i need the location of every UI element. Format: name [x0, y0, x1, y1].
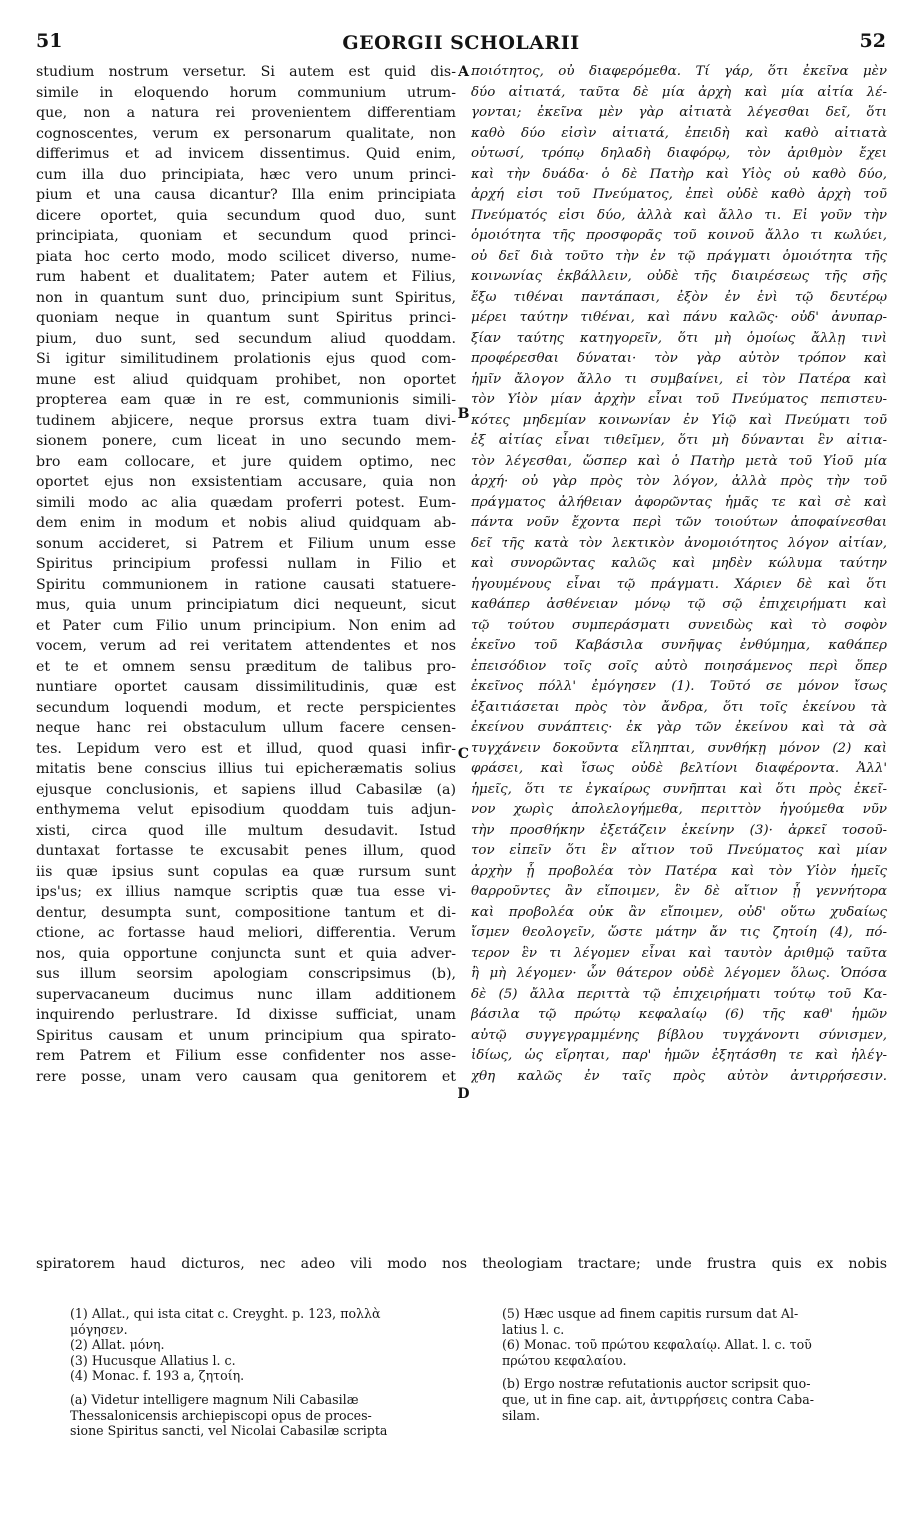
latin-text-line: Spiritus principium professi nullam in Filio et: [36, 556, 456, 572]
latin-text-line: dicere oportet, quia secundum quod duo, sunt: [36, 207, 456, 224]
latin-text-line: oportet ejus non exsistentiam accusare, quia non: [36, 474, 456, 490]
latin-text-line: rere posse, unam vero causam qua genitorem et: [36, 1068, 456, 1085]
latin-text-line: rum habent et dualitatem; Pater autem et Filius,: [36, 269, 456, 285]
greek-text-line: τὸν Υἱὸν μίαν ἀρχὴν εἶναι τοῦ Πνεύματος πεπιστευ-: [471, 392, 887, 407]
footnote-line: silam.: [502, 1407, 540, 1423]
greek-text-line: καὶ τὴν δυάδα· ὁ δὲ Πατὴρ καὶ Υἱὸς οὐ καθὸ δύο,: [471, 166, 887, 182]
latin-text-line: ips'us; ex illius namque scriptis quæ tua esse vi-: [36, 884, 456, 900]
greek-text-line: πάντα νοῦν ἔχοντα περὶ τῶν τοιούτων ἀποφαίνεσθαι: [471, 515, 887, 530]
latin-text-line: vocem, verum ad rei veritatem attendentes et nos: [36, 638, 456, 654]
footnotes-right: [502, 1306, 892, 1423]
latin-text-line: nos, quia opportune conjuncta sunt et quia adver-: [36, 945, 456, 962]
right-page-number: 52: [859, 30, 886, 52]
latin-text-line: Spiritu communionem in ratione causati statuere-: [36, 576, 456, 593]
greek-text-line: τὸν λέγεσθαι, ὥσπερ καὶ ὁ Πατὴρ μετὰ τοῦ Υἱοῦ μία: [471, 453, 887, 469]
latin-column: [36, 62, 456, 1087]
running-header: [36, 30, 886, 60]
section-marker-d: D: [457, 1086, 470, 1102]
greek-text-line: χθη καλῶς ἐν ταῖς πρὸς αὐτὸν ἀντιρρήσεσιν.: [471, 1068, 887, 1084]
greek-text-line: μέρει ταύτην τιθέναι, καὶ πάνυ καλῶς· οὐδ' ἀνυπαρ-: [471, 310, 887, 325]
latin-text-line: enthymema velut episodium quoddam tuis adjun-: [36, 802, 456, 818]
latin-text-line: mitatis bene conscius illius tui epicheræmatis solius: [36, 761, 456, 777]
footnote-line: Thessalonicensis archiepiscopi opus de proces-: [70, 1407, 372, 1423]
greek-text-line: ἀρχή εἰσι τοῦ Πνεύματος, ἐπεὶ οὐδὲ καθὸ ἀρχὴ τοῦ: [471, 187, 887, 202]
greek-text-line: δεῖ τῆς κατὰ τὸν λεκτικὸν ἀνομοιότητος λόγον αἰτίαν,: [471, 535, 887, 551]
greek-text-line: θαρροῦντες ἂν εἴποιμεν, ἓν δὲ αἴτιον ᾗ γεννήτορα: [471, 884, 887, 899]
latin-text-line: studium nostrum versetur. Si autem est quid dis-: [36, 64, 456, 80]
section-marker-b: B: [457, 406, 470, 422]
greek-text-line: ἡμεῖς, ὅτι τε ἐγκαίρως συνῆπται καὶ ὅτι πρὸς ἐκεῖ-: [471, 781, 887, 797]
greek-text-line: ποιότητος, οὐ διαφερόμεθα. Τί γάρ, ὅτι ἐκεῖνα μὲν: [471, 64, 887, 79]
running-title: GEORGII SCHOLARII: [342, 32, 580, 54]
greek-text-line: ἐκείνου συνάπτεις· ἐκ γὰρ τῶν ἐκείνου καὶ τὰ σὰ: [471, 720, 887, 735]
latin-text-line: quoniam neque in quantum sunt Spiritus princi-: [36, 310, 456, 326]
latin-text-line: ctione, ac fortasse haud meliori, differentia. Verum: [36, 925, 456, 941]
greek-text-line: ἐκεῖνο τοῦ Καβάσιλα συνῆψας ἐνθύμημα, καθάπερ: [471, 638, 887, 653]
latin-text-line: sus illum seorsim apologiam conscripsimus (b),: [36, 966, 456, 982]
greek-text-line: ἐξαιτιάσεται πρὸς τὸν ἄνδρα, ὅτι τοῖς ἐκείνου τὰ: [471, 699, 887, 715]
greek-text-line: τον εἰπεῖν ὅτι ἓν αἴτιον τοῦ Πνεύματος καὶ μίαν: [471, 843, 887, 858]
greek-text-line: Πνεύματός εἰσι δύο, ἀλλὰ καὶ ἄλλο τι. Εἰ γοῦν τὴν: [471, 207, 887, 223]
note-spacer: [502, 1368, 892, 1376]
greek-text-line: ἴσμεν θεολογεῖν, ὥστε μάτην ἄν τις ζητοίη (4), πό-: [471, 925, 887, 940]
footnote-line: μόγησεν.: [70, 1321, 128, 1337]
latin-text-line: dentur, desumpta sunt, compositione tantum et di-: [36, 904, 456, 921]
footnote-line: (b) Ergo nostræ refutationis auctor scripsit quo-: [502, 1376, 811, 1392]
latin-text-line: bro eam collocare, et jure quidem optimo, nec: [36, 453, 456, 470]
footnote-line: (a) Videtur intelligere magnum Nili Cabasilæ: [70, 1391, 359, 1407]
greek-text-line: καθὸ δύο εἰσὶν αἰτιατά, ἐπειδὴ καὶ καθὸ αἰτιατὰ: [471, 125, 887, 141]
latin-text-line: ejusque conclusionis, et sapiens illud Cabasilæ (a): [36, 781, 456, 798]
left-page-number: 51: [36, 30, 63, 52]
greek-text-line: βάσιλα τῷ πρώτῳ κεφαλαίῳ (6) τῆς καθ' ἡμῶν: [471, 1007, 887, 1022]
footnotes-left: [70, 1306, 460, 1439]
footnote-line: (3) Hucusque Allatius l. c.: [70, 1352, 236, 1368]
latin-text-line: dem enim in modum et nobis aliud quidquam ab-: [36, 515, 456, 531]
latin-text-line: iis quæ ipsius sunt copulas ea quæ rursum sunt: [36, 863, 456, 880]
latin-text-line: duntaxat fortasse te excusabit penes illum, quod: [36, 843, 456, 859]
latin-text-line: sonum accideret, si Patrem et Filium unum esse: [36, 535, 456, 552]
greek-text-line: ὁμοιότητα τῆς προσφορᾶς τοῦ κοινοῦ ἄλλο τι κωλύει,: [471, 228, 887, 243]
footnote-line: (2) Allat. μόνη.: [70, 1337, 165, 1353]
full-width-closing-line: spiratorem haud dicturos, nec adeo vili modo nos theologiam tractare; unde frustra quis ex nobis: [36, 1256, 887, 1272]
greek-text-line: ἢ μὴ λέγομεν· ὧν θάτερον οὐδὲ λέγομεν ὅλως. Ὁπόσα: [471, 966, 887, 981]
latin-text-line: pium et una causa dicantur? Illa enim principiata: [36, 187, 456, 203]
latin-text-line: non in quantum sunt duo, principium sunt Spiritus,: [36, 289, 456, 306]
footnote-line: (6) Monac. τοῦ πρώτου κεφαλαίῳ. Allat. l. c. τοῦ: [502, 1337, 812, 1353]
greek-text-line: ἀρχή· οὐ γὰρ πρὸς τὸν λόγον, ἀλλὰ πρὸς τὴν τοῦ: [471, 474, 887, 489]
latin-text-line: tudinem abjicere, neque prorsus extra tuam divi-: [36, 412, 456, 429]
latin-text-line: secundum loquendi modum, et recte perspicientes: [36, 699, 456, 716]
latin-text-line: cognoscentes, verum ex personarum qualitate, non: [36, 125, 456, 142]
greek-text-line: ἡμῖν ἄλογον ἄλλο τι συμβαίνει, εἰ τὸν Πατέρα καὶ: [471, 371, 887, 387]
footnote-line: (4) Monac. f. 193 a, ζητοίη.: [70, 1368, 245, 1384]
greek-text-line: πράγματος ἀλήθειαν ἀφορῶντας ἡμᾶς τε καὶ σὲ καὶ: [471, 494, 887, 510]
greek-text-line: τερον ἓν τι λέγομεν εἶναι καὶ ταυτὸν ἀριθμῷ ταῦτα: [471, 945, 887, 961]
latin-text-line: et Pater cum Filio unum principium. Non enim ad: [36, 617, 456, 634]
greek-text-line: δὲ (5) ἄλλα περιττὰ τῷ ἐπιχειρήματι τούτῳ τοῦ Κα-: [471, 986, 887, 1002]
greek-text-line: τυγχάνειν δοκοῦντα εἴληπται, συνθήκῃ μόνον (2) καὶ: [471, 740, 887, 756]
greek-text-line: τῷ τούτου συμπεράσματι συνειδὼς καὶ τὸ σοφὸν: [471, 617, 887, 633]
footnote-line: (1) Allat., qui ista citat c. Creyght. p. 123, πολλὰ: [70, 1306, 381, 1321]
greek-text-line: ἰδίως, ὡς εἴρηται, παρ' ἡμῶν ἐξητάσθη τε καὶ ἠλέγ-: [471, 1048, 887, 1063]
greek-text-line: καθάπερ ἀσθένειαν μόνῳ τῷ σῷ ἐπιχειρήματι καὶ: [471, 597, 887, 612]
latin-text-line: mune est aliud quidquam prohibet, non oportet: [36, 371, 456, 388]
greek-text-line: γονται; ἐκεῖνα μὲν γὰρ αἰτιατὰ λέγεσθαι δεῖ, ὅτι: [471, 105, 887, 120]
greek-text-line: δύο αἰτιατά, ταῦτα δὲ μία ἀρχὴ καὶ μία αἰτία λέ-: [471, 84, 887, 100]
greek-text-line: τὴν προσθήκην ἐξετάζειν ἐκείνην (3)· ἀρκεῖ τοσοῦ-: [471, 822, 887, 838]
latin-text-line: sionem ponere, cum liceat in uno secundo mem-: [36, 433, 456, 449]
footnote-line: sione Spiritus sancti, vel Nicolai Cabasilæ scripta: [70, 1423, 388, 1439]
greek-text-line: προφέρεσθαι δύναται· τὸν γὰρ αὐτὸν τρόπον καὶ: [471, 351, 887, 366]
latin-text-line: et te et omnem sensu præditum de talibus pro-: [36, 658, 456, 675]
greek-text-line: ξίαν ταύτης κατηγορεῖν, ὅτι μὴ ὁμοίως ἄλλῃ τινὶ: [471, 330, 887, 346]
latin-text-line: cum illa duo principiata, hæc vero unum princi-: [36, 166, 456, 183]
latin-text-line: nuntiare oportet causam dissimilitudinis, quæ est: [36, 679, 456, 695]
footnote-line: que, ut in fine cap. ait, ἀντιρρήσεις contra Caba-: [502, 1391, 814, 1407]
greek-text-line: ἐκεῖνος πόλλ' ἐμόγησεν (1). Τοῦτό σε μόνον ἴσως: [471, 679, 887, 694]
greek-text-line: ἐπεισόδιον τοῖς σοῖς αὐτὸ ποιησάμενος περὶ ὅπερ: [471, 658, 887, 674]
section-marker-a: A: [458, 64, 469, 80]
footnote-line: latius l. c.: [502, 1321, 565, 1337]
greek-text-line: αὐτῷ συγγεγραμμένης βίβλου τυγχάνοντι σύνισμεν,: [471, 1027, 887, 1043]
latin-text-line: simile in eloquendo horum communium utrum-: [36, 84, 456, 101]
latin-text-line: simili modo ac alia quædam proferri potest. Eum-: [36, 494, 456, 511]
latin-text-line: principiata, quoniam et secundum quod princi-: [36, 228, 456, 244]
latin-text-line: que, non a natura rei provenientem differentiam: [36, 105, 456, 121]
latin-text-line: neque hanc rei obstaculum ullum facere censen-: [36, 720, 456, 736]
section-marker-c: C: [457, 746, 470, 762]
greek-text-line: ἡγουμένους εἶναι τῷ πράγματι. Χάριεν δὲ καὶ ὅτι: [471, 576, 887, 592]
footnote-line: πρώτου κεφαλαίου.: [502, 1352, 627, 1368]
greek-text-line: ἀρχὴν ᾗ προβολέα τὸν Πατέρα καὶ τὸν Υἱὸν ἡμεῖς: [471, 863, 887, 879]
greek-text-line: ἐξ αἰτίας εἶναι τιθεῖμεν, ὅτι μὴ δύνανται ἓν αἰτια-: [471, 433, 887, 448]
latin-text-line: inquirendo perlustrare. Id dixisse sufficiat, unam: [36, 1007, 456, 1023]
greek-column: [471, 62, 887, 1087]
note-spacer: [70, 1384, 460, 1392]
greek-text-line: ἔξω τιθέναι παντάπασι, ἐξὸν ἐν ἑνὶ τῷ δευτέρῳ: [471, 289, 887, 305]
greek-text-line: οὑτωσί, τρόπῳ δηλαδὴ διαφόρῳ, τὸν ἀριθμὸν ἔχει: [471, 146, 887, 161]
footnote-line: (5) Hæc usque ad finem capitis rursum dat Al-: [502, 1306, 799, 1321]
latin-text-line: rem Patrem et Filium esse confidenter nos asse-: [36, 1048, 456, 1064]
greek-text-line: καὶ προβολέα οὐκ ἂν εἴποιμεν, οὐδ' οὕτω χυδαίως: [471, 904, 887, 920]
latin-text-line: mus, quia unum principiatum dici nequeunt, sicut: [36, 597, 456, 613]
latin-text-line: propterea eam quæ in re est, communionis simili-: [36, 392, 456, 408]
latin-text-line: differimus et ad invicem dissentimus. Quid enim,: [36, 146, 456, 162]
latin-text-line: Si igitur similitudinem prolationis ejus quod com-: [36, 351, 456, 367]
greek-text-line: κοινωνίας ἐκβάλλειν, οὐδὲ τῆς διαιρέσεως τῆς σῆς: [471, 269, 887, 284]
latin-text-line: pium, duo sunt, sed secundum aliud quoddam.: [36, 330, 456, 347]
greek-text-line: οὐ δεῖ διὰ τοῦτο τὴν ἐν τῷ πράγματι ὁμοιότητα τῆς: [471, 248, 887, 264]
latin-text-line: supervacaneum ducimus nunc illam additionem: [36, 986, 456, 1003]
greek-text-line: κότες μηδεμίαν κοινωνίαν ἐν Υἱῷ καὶ Πνεύματι τοῦ: [471, 412, 887, 428]
greek-text-line: καὶ συνορῶντας καλῶς καὶ μηδὲν κώλυμα ταύτην: [471, 556, 887, 571]
latin-text-line: piata hoc certo modo, modo scilicet diverso, nume-: [36, 248, 456, 265]
latin-text-line: xisti, circa quod ille multum desudavit. Istud: [36, 822, 456, 839]
greek-text-line: νον χωρὶς ἀπολελογήμεθα, περιττὸν ἡγούμεθα νῦν: [471, 802, 887, 817]
latin-text-line: Spiritus causam et unum principium qua spirato-: [36, 1027, 456, 1044]
latin-text-line: tes. Lepidum vero est et illud, quod quasi infir-: [36, 740, 456, 757]
greek-text-line: φράσει, καὶ ἴσως οὐδὲ βελτίονι διαφέροντα. Ἀλλ': [471, 761, 887, 776]
